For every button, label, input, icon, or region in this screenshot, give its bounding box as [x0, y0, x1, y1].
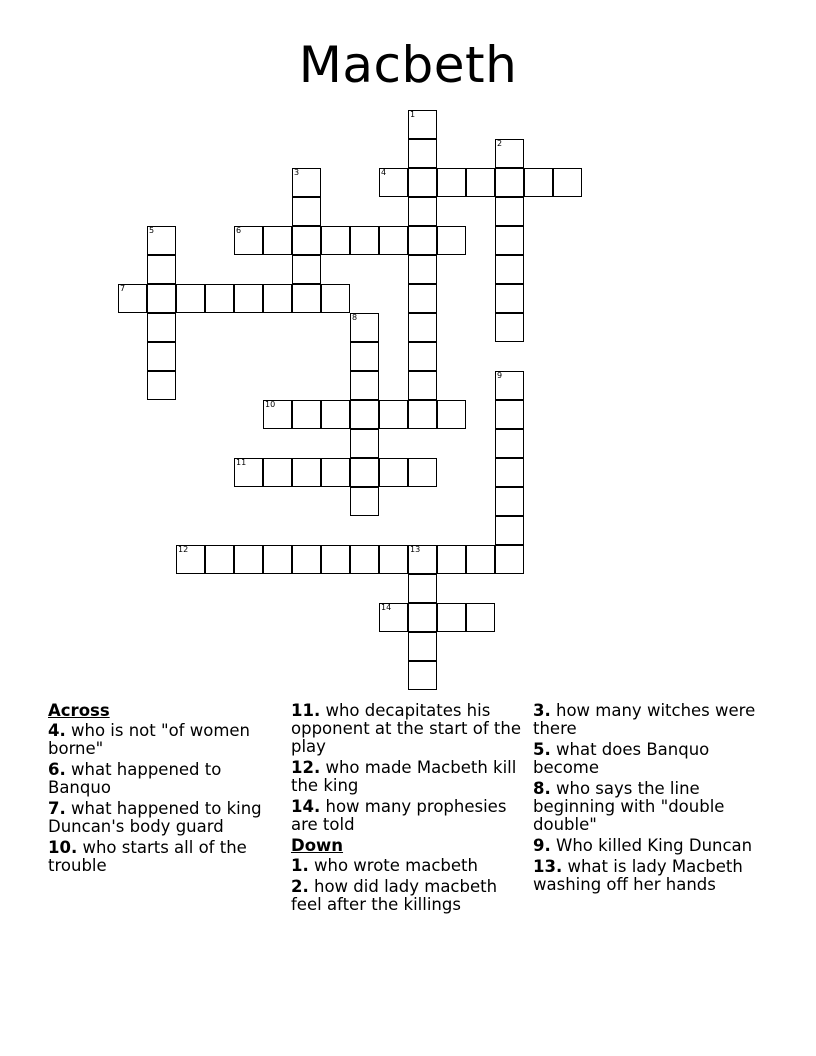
clue-down-13 [533, 858, 765, 894]
clue-text: who is not "of women borne" [48, 721, 250, 758]
grid-cell[interactable] [263, 458, 292, 487]
clue-down-5 [533, 741, 765, 777]
grid-cell[interactable] [495, 255, 524, 284]
clue-text: how many prophesies are told [291, 797, 507, 834]
grid-cell[interactable] [408, 400, 437, 429]
grid-cell[interactable] [437, 400, 466, 429]
grid-cell[interactable] [321, 284, 350, 313]
clues-column-1 [48, 702, 280, 878]
grid-cell[interactable] [234, 284, 263, 313]
clue-across-10 [48, 839, 280, 875]
clue-number-label: 4 [381, 168, 387, 177]
clue-text: how many witches were there [533, 701, 756, 738]
grid-cell[interactable] [437, 603, 466, 632]
clue-down-8 [533, 780, 765, 834]
clue-number-label: 6 [236, 226, 242, 235]
grid-cell[interactable] [205, 545, 234, 574]
clue-number-label: 1 [410, 110, 416, 119]
clue-number: 3. [533, 701, 551, 720]
clue-across-12 [291, 759, 523, 795]
grid-cell[interactable] [292, 197, 321, 226]
clue-number: 9. [533, 836, 551, 855]
grid-cell[interactable] [408, 139, 437, 168]
clues-column-3 [533, 702, 765, 897]
grid-cell[interactable] [437, 226, 466, 255]
clue-text: who starts all of the trouble [48, 838, 247, 875]
clue-text: what is lady Macbeth washing off her hands [533, 857, 743, 894]
grid-cell[interactable] [350, 487, 379, 516]
clue-number: 7. [48, 799, 66, 818]
grid-cell[interactable] [292, 545, 321, 574]
grid-cell[interactable] [408, 458, 437, 487]
grid-cell[interactable] [263, 226, 292, 255]
clue-across-14 [291, 798, 523, 834]
grid-cell[interactable] [495, 168, 524, 197]
grid-cell[interactable] [408, 255, 437, 284]
grid-cell[interactable] [408, 545, 437, 574]
grid-cell[interactable] [466, 603, 495, 632]
grid-cell[interactable] [408, 603, 437, 632]
grid-cell[interactable] [408, 197, 437, 226]
clue-number: 5. [533, 740, 551, 759]
grid-cell[interactable] [176, 545, 205, 574]
grid-cell[interactable] [263, 284, 292, 313]
grid-cell[interactable] [408, 226, 437, 255]
grid-cell[interactable] [408, 371, 437, 400]
grid-cell[interactable] [495, 226, 524, 255]
clue-number-label: 11 [236, 458, 247, 467]
grid-cell[interactable] [147, 342, 176, 371]
clue-number: 4. [48, 721, 66, 740]
grid-cell[interactable] [495, 545, 524, 574]
clue-number: 8. [533, 779, 551, 798]
grid-cell[interactable] [147, 313, 176, 342]
grid-cell[interactable] [350, 226, 379, 255]
grid-cell[interactable] [495, 429, 524, 458]
grid-cell[interactable] [234, 226, 263, 255]
clue-number: 1. [291, 856, 309, 875]
grid-cell[interactable] [263, 400, 292, 429]
clue-down-1 [291, 857, 523, 875]
grid-cell[interactable] [292, 400, 321, 429]
grid-cell[interactable] [118, 284, 147, 313]
grid-cell[interactable] [321, 458, 350, 487]
grid-cell[interactable] [408, 661, 437, 690]
grid-cell[interactable] [234, 458, 263, 487]
grid-cell[interactable] [292, 255, 321, 284]
grid-cell[interactable] [205, 284, 234, 313]
grid-cell[interactable] [234, 545, 263, 574]
grid-cell[interactable] [379, 603, 408, 632]
clue-text: what happened to king Duncan's body guard [48, 799, 262, 836]
grid-cell[interactable] [495, 197, 524, 226]
clue-across-7 [48, 800, 280, 836]
grid-cell[interactable] [350, 400, 379, 429]
grid-cell[interactable] [292, 226, 321, 255]
clue-down-9 [533, 837, 765, 855]
grid-cell[interactable] [147, 255, 176, 284]
clue-number-label: 10 [265, 400, 276, 409]
clue-number-label: 3 [294, 168, 300, 177]
clue-down-3 [533, 702, 765, 738]
grid-cell[interactable] [495, 516, 524, 545]
grid-cell[interactable] [176, 284, 205, 313]
clue-text: what does Banquo become [533, 740, 710, 777]
clue-number: 14. [291, 797, 321, 816]
grid-cell[interactable] [292, 284, 321, 313]
grid-cell[interactable] [466, 545, 495, 574]
clue-number: 6. [48, 760, 66, 779]
grid-cell[interactable] [379, 400, 408, 429]
grid-cell[interactable] [495, 284, 524, 313]
clue-text: who decapitates his opponent at the start of the play [291, 701, 521, 756]
grid-cell[interactable] [408, 574, 437, 603]
grid-cell[interactable] [408, 284, 437, 313]
grid-cell[interactable] [408, 168, 437, 197]
grid-cell[interactable] [495, 487, 524, 516]
grid-cell[interactable] [350, 545, 379, 574]
grid-cell[interactable] [147, 284, 176, 313]
clue-text: who says the line beginning with "double double" [533, 779, 725, 834]
grid-cell[interactable] [495, 139, 524, 168]
clue-number-label: 9 [497, 371, 503, 380]
grid-cell[interactable] [495, 400, 524, 429]
grid-cell[interactable] [408, 632, 437, 661]
clue-number-label: 2 [497, 139, 503, 148]
clue-number: 13. [533, 857, 563, 876]
grid-cell[interactable] [495, 458, 524, 487]
grid-cell[interactable] [437, 545, 466, 574]
clue-text: who made Macbeth kill the king [291, 758, 517, 795]
grid-cell[interactable] [524, 168, 553, 197]
clue-number-label: 12 [178, 545, 189, 554]
grid-cell[interactable] [437, 168, 466, 197]
clue-number-label: 5 [149, 226, 155, 235]
grid-cell[interactable] [495, 371, 524, 400]
clue-down-2 [291, 878, 523, 914]
grid-cell[interactable] [321, 226, 350, 255]
grid-cell[interactable] [147, 226, 176, 255]
clue-number: 2. [291, 877, 309, 896]
grid-cell[interactable] [263, 545, 292, 574]
clue-across-4 [48, 722, 280, 758]
grid-cell[interactable] [379, 226, 408, 255]
grid-cell[interactable] [379, 545, 408, 574]
clue-number-label: 7 [120, 284, 126, 293]
grid-cell[interactable] [350, 429, 379, 458]
grid-cell[interactable] [292, 458, 321, 487]
grid-cell[interactable] [408, 342, 437, 371]
grid-cell[interactable] [321, 545, 350, 574]
clue-number: 12. [291, 758, 321, 777]
grid-cell[interactable] [350, 313, 379, 342]
grid-cell[interactable] [292, 168, 321, 197]
puzzle-title: Macbeth [298, 36, 518, 94]
clue-number: 11. [291, 701, 321, 720]
grid-cell[interactable] [553, 168, 582, 197]
clue-number: 10. [48, 838, 78, 857]
clue-text: who wrote macbeth [314, 856, 478, 875]
clues-column-2 [291, 702, 523, 917]
clue-across-6 [48, 761, 280, 797]
grid-cell[interactable] [321, 400, 350, 429]
grid-cell[interactable] [495, 313, 524, 342]
clue-text: Who killed King Duncan [556, 836, 753, 855]
clue-number-label: 13 [410, 545, 421, 554]
grid-cell[interactable] [147, 371, 176, 400]
clue-across-11 [291, 702, 523, 756]
grid-cell[interactable] [408, 313, 437, 342]
clue-text: how did lady macbeth feel after the killings [291, 877, 498, 914]
grid-cell[interactable] [379, 458, 408, 487]
down-heading: Down [291, 836, 344, 855]
grid-cell[interactable] [350, 371, 379, 400]
grid-cell[interactable] [350, 458, 379, 487]
clue-text: what happened to Banquo [48, 760, 222, 797]
grid-cell[interactable] [379, 168, 408, 197]
clue-number-label: 14 [381, 603, 392, 612]
grid-cell[interactable] [408, 110, 437, 139]
grid-cell[interactable] [350, 342, 379, 371]
across-heading: Across [48, 701, 110, 720]
grid-cell[interactable] [466, 168, 495, 197]
clue-number-label: 8 [352, 313, 358, 322]
